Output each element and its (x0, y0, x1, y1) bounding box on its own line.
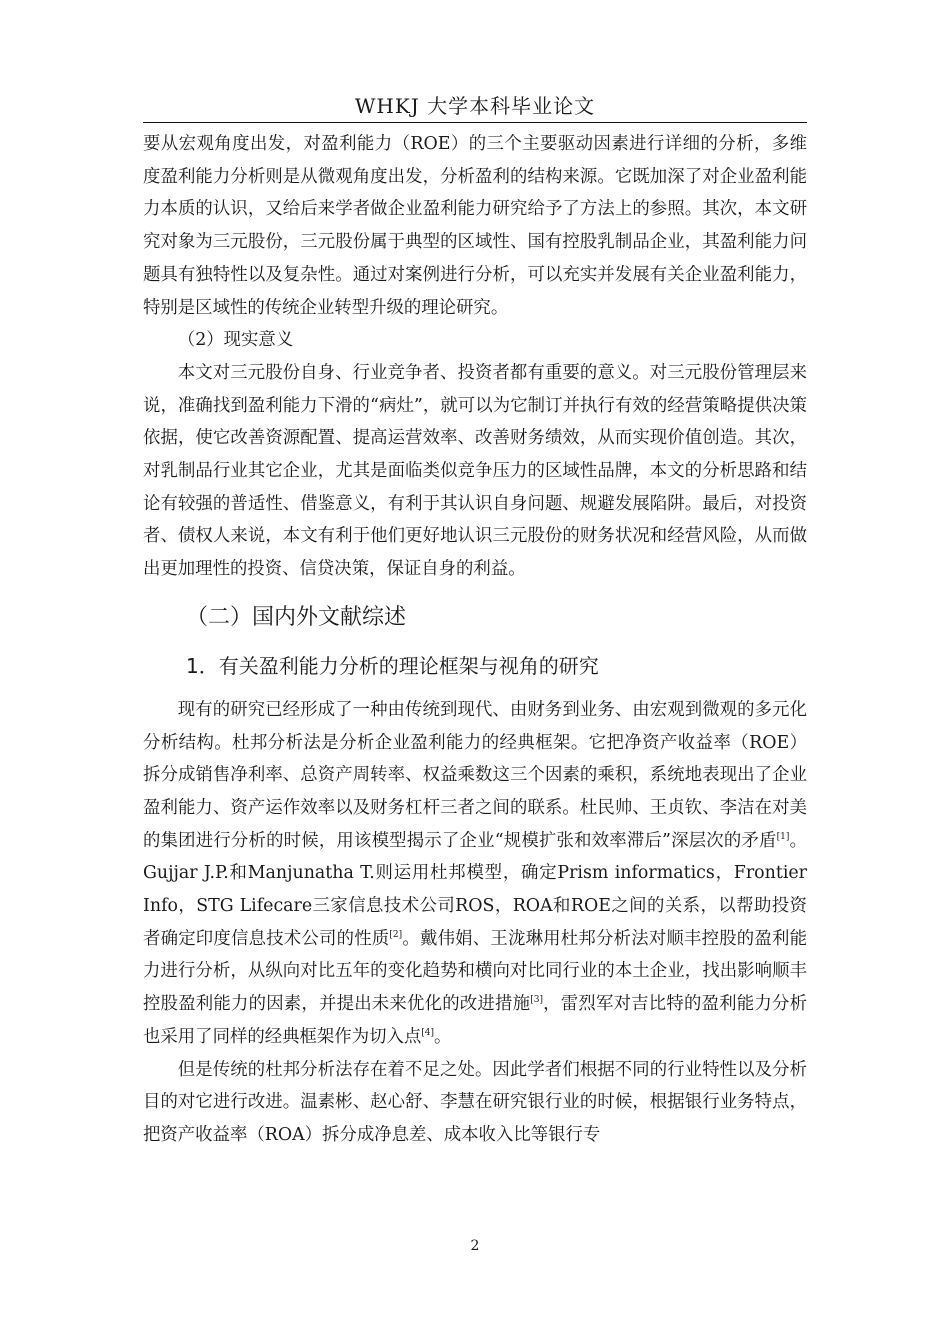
section-heading-literature-review: （二）国内外文献综述 (186, 604, 407, 630)
main-content (143, 128, 807, 1152)
text-segment: ，雷烈军对吉比特的盈利能力分析也采用了同样的经典框架作为切入点 (143, 994, 807, 1047)
subheading-practical-significance: （2）现实意义 (177, 330, 294, 351)
page-number: 2 (470, 1238, 480, 1254)
citation-ref-1: [1] (776, 831, 790, 842)
text-segment: 。戴伟娟、王泷琳用杜邦分析法对顺丰控股的盈利能力进行分析，从纵向对比五年的变化趋势和横向对比同行业的本土企业，找出影响顺丰控股盈利能力的因素，并提出未来优化的改进措施 (143, 928, 807, 1015)
running-header: WHKJ 大学本科毕业论文 (354, 94, 596, 118)
text-segment: 。 (434, 1026, 452, 1047)
citation-ref-2: [2] (389, 929, 403, 940)
paragraph-dupont-limitations: 但是传统的杜邦分析法存在着不足之处。因此学者们根据不同的行业特性以及分析目的对它进行改进。温素彬、赵心舒、李慧在研究银行业的时候，根据银行业务特点，把资产收益率（ROA）拆分成净息差、成本收入比等银行专 (143, 1059, 807, 1145)
citation-ref-3: [3] (530, 995, 543, 1006)
paragraph-dupont-analysis (143, 694, 807, 1054)
header-divider (143, 122, 807, 123)
paragraph-practical-significance: 本文对三元股份自身、行业竞争者、投资者都有重要的意义。对三元股份管理层来说，准确找到盈利能力下滑的“病灶”，就可以为它制订并执行有效的经营策略提供决策依据，使它改善资源配置、提高运营效率、改善财务绩效，从而实现价值创造。其次，对乳制品行业其它企业，尤其是面临类似竞争压力的区域性品牌，本文的分析思路和结论有较强的普适性、借鉴意义，有利于其认识自身问题、规避发展陷阱。最后，对投资者、债权人来说，本文有利于他们更好地认识三元股份的财务状况和经营风险，从而做出更加理性的投资、信贷决策，保证自身的利益。 (143, 362, 807, 580)
text-segment: 现有的研究已经形成了一种由传统到现代、由财务到业务、由宏观到微观的多元化分析结构。杜邦分析法是分析企业盈利能力的经典框架。它把净资产收益率（ROE）拆分成销售净利率、总资产周转率、权益乘数这三个因素的乘积，系统地表现出了企业盈利能力、资产运作效率以及财务杠杆三者之间的联系。杜民帅、王贞钦、李洁在对美的集团进行分析的时候，用该模型揭示了企业“规模扩张和效率滞后”深层次的矛盾 (143, 699, 807, 851)
text-segment: 。Gujjar J.P.和Manjunatha T.则运用杜邦模型，确定Prism informatics，Frontier Info，STG Lifecare三家信息技术公司ROS，ROA和ROE之间的关系，以帮助投资者确定印度信息技术公司的性质 (143, 830, 807, 949)
citation-ref-4: [4] (421, 1027, 435, 1038)
subsection-heading-theoretical-framework: 1．有关盈利能力分析的理论框架与视角的研究 (186, 653, 599, 678)
paragraph-theoretical-significance: 要从宏观角度出发，对盈利能力（ROE）的三个主要驱动因素进行详细的分析，多维度盈利能力分析则是从微观角度出发，分析盈利的结构来源。它既加深了对企业盈利能力本质的认识，又给后来学者做企业盈利能力研究给予了方法上的参照。其次，本文研究对象为三元股份，三元股份属于典型的区域性、国有控股乳制品企业，其盈利能力问题具有独特性以及复杂性。通过对案例进行分析，可以充实并发展有关企业盈利能力，特别是区域性的传统企业转型升级的理论研究。 (143, 134, 807, 318)
